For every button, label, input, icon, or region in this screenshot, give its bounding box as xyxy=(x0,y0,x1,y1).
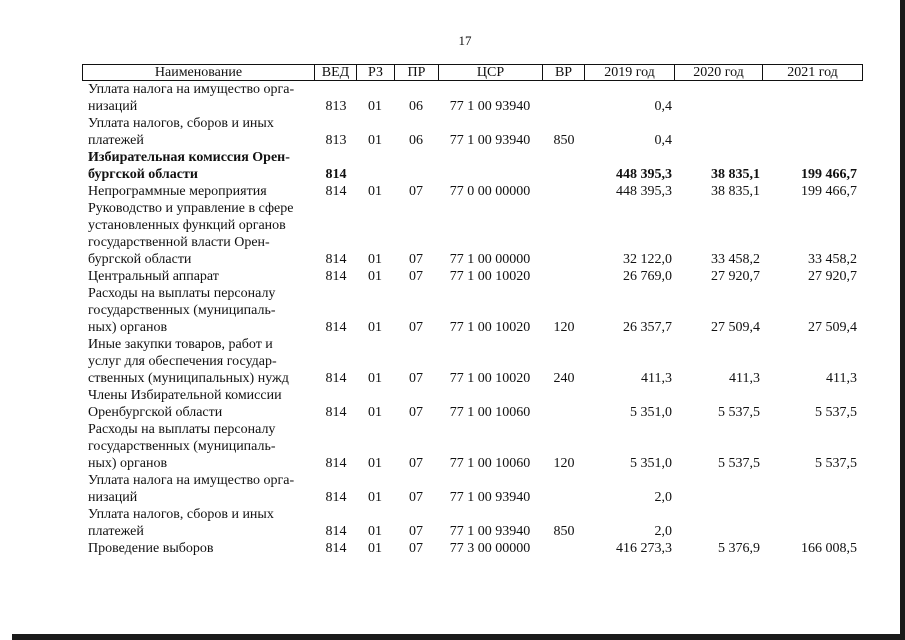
cell-2019: 5 351,0 xyxy=(630,405,672,420)
cell-2021: 27 509,4 xyxy=(808,320,857,335)
table-row xyxy=(82,319,863,336)
table-row xyxy=(82,149,863,166)
cell-pr: 07 xyxy=(409,371,423,386)
cell-csr: 77 1 00 93940 xyxy=(449,490,531,505)
cell-2021: 411,3 xyxy=(826,371,857,386)
cell-2021: 5 537,5 xyxy=(815,456,857,471)
cell-vr: 120 xyxy=(553,456,575,471)
cell-pr: 07 xyxy=(409,320,423,335)
cell-pr: 07 xyxy=(409,269,423,284)
cell-ved: 813 xyxy=(325,133,347,148)
cell-2019: 0,4 xyxy=(654,99,672,114)
cell-csr: 77 0 00 00000 xyxy=(449,184,531,199)
cell-2020: 5 376,9 xyxy=(718,541,760,556)
cell-ved: 814 xyxy=(325,320,347,335)
cell-ved: 814 xyxy=(325,456,347,471)
cell-csr: 77 1 00 10020 xyxy=(449,269,531,284)
cell-name: Уплата налогов, сборов и иных xyxy=(88,116,274,131)
cell-2020: 27 920,7 xyxy=(711,269,760,284)
table-row xyxy=(82,336,863,353)
cell-2021: 33 458,2 xyxy=(808,252,857,267)
cell-2021: 199 466,7 xyxy=(801,184,857,199)
table-row xyxy=(82,115,863,132)
cell-rz: 01 xyxy=(368,541,382,556)
table-row xyxy=(82,540,863,557)
cell-name: Уплата налогов, сборов и иных xyxy=(88,507,274,522)
header-rz: РЗ xyxy=(357,65,395,80)
table-row xyxy=(82,217,863,234)
cell-name: Оренбургской области xyxy=(88,405,223,420)
table-row xyxy=(82,268,863,285)
table-row xyxy=(82,353,863,370)
table-row xyxy=(82,302,863,319)
cell-name: государственных (муниципаль- xyxy=(88,439,276,454)
cell-rz: 01 xyxy=(368,490,382,505)
cell-pr: 07 xyxy=(409,456,423,471)
cell-ved: 814 xyxy=(325,490,347,505)
cell-csr: 77 1 00 10020 xyxy=(449,371,531,386)
cell-ved: 814 xyxy=(325,269,347,284)
header-name: Наименование xyxy=(83,65,315,80)
table-row xyxy=(82,370,863,387)
table-row xyxy=(82,234,863,251)
cell-2020: 38 835,1 xyxy=(711,184,760,199)
cell-name: ственных (муниципальных) нужд xyxy=(88,371,289,386)
cell-2019: 416 273,3 xyxy=(616,541,672,556)
cell-2019: 411,3 xyxy=(641,371,672,386)
scan-edge-right xyxy=(900,0,905,640)
cell-ved: 814 xyxy=(325,524,347,539)
cell-pr: 07 xyxy=(409,252,423,267)
cell-rz: 01 xyxy=(368,405,382,420)
cell-name: платежей xyxy=(88,524,144,539)
cell-csr: 77 1 00 10060 xyxy=(449,405,531,420)
cell-pr: 07 xyxy=(409,184,423,199)
cell-2019: 448 395,3 xyxy=(616,184,672,199)
cell-vr: 240 xyxy=(553,371,575,386)
cell-csr: 77 1 00 93940 xyxy=(449,524,531,539)
cell-csr: 77 1 00 00000 xyxy=(449,252,531,267)
cell-name: Уплата налога на имущество орга- xyxy=(88,473,295,488)
table-row xyxy=(82,523,863,540)
header-2019: 2019 год xyxy=(585,65,675,80)
cell-name: платежей xyxy=(88,133,144,148)
cell-name: Непрограммные мероприятия xyxy=(88,184,267,199)
cell-vr: 120 xyxy=(553,320,575,335)
cell-csr: 77 1 00 93940 xyxy=(449,133,531,148)
table-row xyxy=(82,251,863,268)
cell-rz: 01 xyxy=(368,133,382,148)
cell-rz: 01 xyxy=(368,456,382,471)
cell-rz: 01 xyxy=(368,524,382,539)
header-ved: ВЕД xyxy=(315,65,357,80)
cell-2019: 448 395,3 xyxy=(616,167,672,182)
cell-name: услуг для обеспечения государ- xyxy=(88,354,277,369)
cell-ved: 813 xyxy=(325,99,347,114)
table-header xyxy=(82,64,863,81)
cell-name: Расходы на выплаты персоналу xyxy=(88,286,276,301)
cell-ved: 814 xyxy=(325,371,347,386)
cell-2021: 166 008,5 xyxy=(801,541,857,556)
cell-pr: 06 xyxy=(409,133,423,148)
cell-csr: 77 1 00 10020 xyxy=(449,320,531,335)
table-row xyxy=(82,183,863,200)
cell-name: государственной власти Орен- xyxy=(88,235,270,250)
cell-name: бургской области xyxy=(88,167,198,182)
cell-ved: 814 xyxy=(325,184,347,199)
cell-name: Уплата налога на имущество орга- xyxy=(88,82,295,97)
cell-name: Члены Избирательной комиссии xyxy=(88,388,282,403)
cell-name: ных) органов xyxy=(88,456,168,471)
table-row xyxy=(82,166,863,183)
cell-pr: 07 xyxy=(409,541,423,556)
cell-vr: 850 xyxy=(553,133,575,148)
cell-rz: 01 xyxy=(368,184,382,199)
page-number: 17 xyxy=(458,33,472,48)
table-row xyxy=(82,506,863,523)
header-pr: ПР xyxy=(395,65,439,80)
cell-2020: 38 835,1 xyxy=(711,167,760,182)
cell-rz: 01 xyxy=(368,99,382,114)
cell-2020: 5 537,5 xyxy=(718,456,760,471)
cell-rz: 01 xyxy=(368,252,382,267)
cell-rz: 01 xyxy=(368,320,382,335)
cell-name: Расходы на выплаты персоналу xyxy=(88,422,276,437)
cell-ved: 814 xyxy=(325,252,347,267)
cell-2019: 2,0 xyxy=(654,490,672,505)
cell-2020: 33 458,2 xyxy=(711,252,760,267)
table-row xyxy=(82,404,863,421)
cell-ved: 814 xyxy=(325,541,347,556)
cell-ved: 814 xyxy=(325,167,347,182)
cell-2021: 199 466,7 xyxy=(801,167,857,182)
cell-2020: 411,3 xyxy=(729,371,760,386)
cell-rz: 01 xyxy=(368,371,382,386)
table-row xyxy=(82,472,863,489)
cell-csr: 77 3 00 00000 xyxy=(449,541,531,556)
cell-name: Иные закупки товаров, работ и xyxy=(88,337,273,352)
cell-2019: 5 351,0 xyxy=(630,456,672,471)
cell-name: бургской области xyxy=(88,252,192,267)
cell-pr: 06 xyxy=(409,99,423,114)
table-row xyxy=(82,438,863,455)
cell-name: низаций xyxy=(88,99,138,114)
table-row xyxy=(82,489,863,506)
scan-edge-bottom xyxy=(12,634,905,640)
table-row xyxy=(82,81,863,98)
cell-name: Руководство и управление в сфере xyxy=(88,201,294,216)
cell-name: ных) органов xyxy=(88,320,168,335)
cell-name: Центральный аппарат xyxy=(88,269,219,284)
cell-2020: 27 509,4 xyxy=(711,320,760,335)
cell-2021: 27 920,7 xyxy=(808,269,857,284)
table-row xyxy=(82,98,863,115)
cell-name: Избирательная комиссия Орен- xyxy=(88,150,290,165)
cell-2021: 5 537,5 xyxy=(815,405,857,420)
table-row xyxy=(82,421,863,438)
cell-rz: 01 xyxy=(368,269,382,284)
cell-name: Проведение выборов xyxy=(88,541,214,556)
cell-vr: 850 xyxy=(553,524,575,539)
cell-ved: 814 xyxy=(325,405,347,420)
header-2020: 2020 год xyxy=(675,65,763,80)
table-row xyxy=(82,200,863,217)
header-csr: ЦСР xyxy=(439,65,543,80)
cell-2020: 5 537,5 xyxy=(718,405,760,420)
cell-2019: 0,4 xyxy=(654,133,672,148)
cell-2019: 26 769,0 xyxy=(623,269,672,284)
cell-pr: 07 xyxy=(409,405,423,420)
cell-2019: 26 357,7 xyxy=(623,320,672,335)
cell-2019: 2,0 xyxy=(654,524,672,539)
table-row xyxy=(82,285,863,302)
cell-pr: 07 xyxy=(409,490,423,505)
cell-2019: 32 122,0 xyxy=(623,252,672,267)
budget-table xyxy=(82,64,863,557)
table-row xyxy=(82,455,863,472)
table-row xyxy=(82,387,863,404)
cell-name: низаций xyxy=(88,490,138,505)
cell-pr: 07 xyxy=(409,524,423,539)
header-vr: ВР xyxy=(543,65,585,80)
cell-csr: 77 1 00 93940 xyxy=(449,99,531,114)
table-body xyxy=(82,81,863,557)
cell-name: государственных (муниципаль- xyxy=(88,303,276,318)
header-2021: 2021 год xyxy=(787,65,838,80)
cell-csr: 77 1 00 10060 xyxy=(449,456,531,471)
cell-name: установленных функций органов xyxy=(88,218,286,233)
table-row xyxy=(82,132,863,149)
